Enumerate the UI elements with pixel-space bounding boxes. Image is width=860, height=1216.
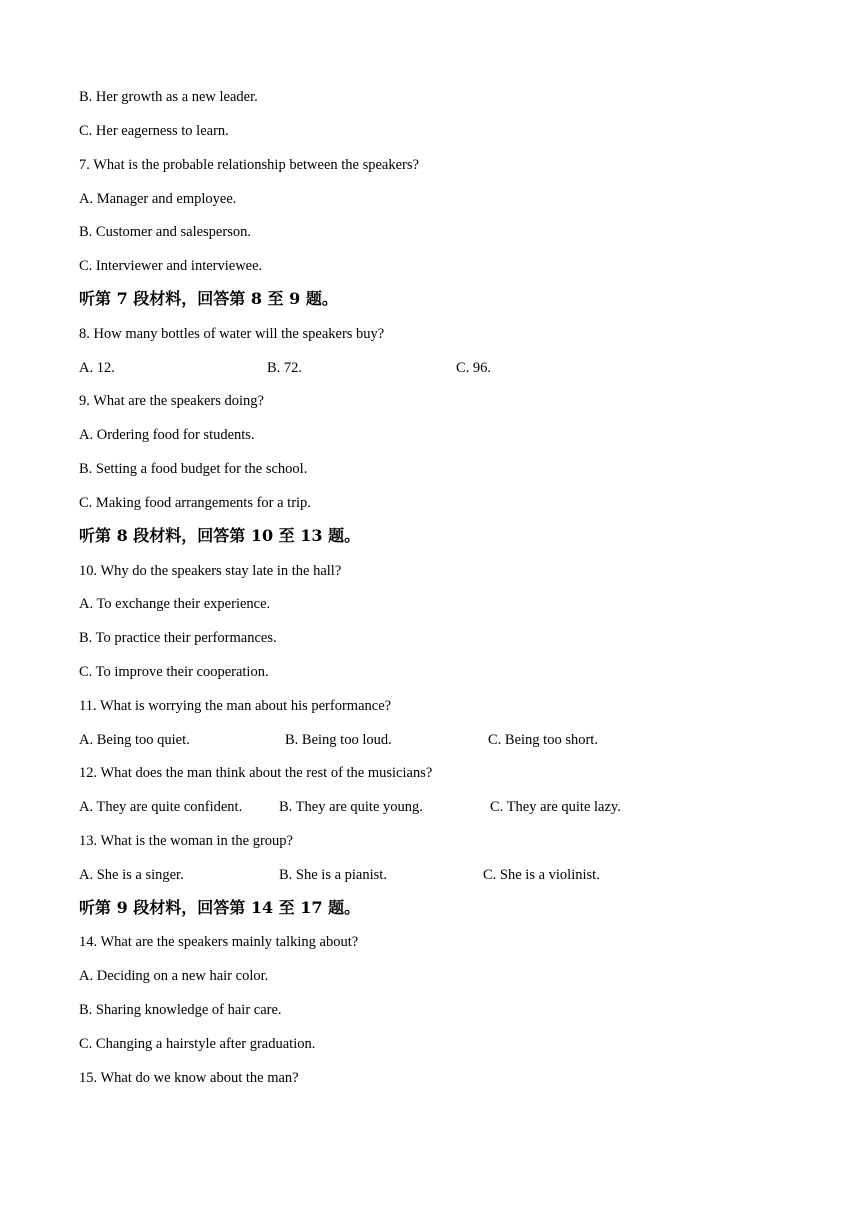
option-a: A. Being too quiet. — [79, 732, 190, 748]
section-heading: 听第 7 段材料，回答第 8 至 9 题。 — [79, 289, 338, 308]
question-12: 12. What does the man think about the rest of the musicians? — [79, 765, 433, 781]
question-13: 13. What is the woman in the group? — [79, 833, 293, 849]
question-11: 11. What is worrying the man about his performance? — [79, 698, 392, 714]
option-line: B. Sharing knowledge of hair care. — [79, 1002, 282, 1018]
option-line: B. Her growth as a new leader. — [79, 89, 258, 105]
section-heading: 听第 9 段材料，回答第 14 至 17 题。 — [79, 898, 361, 917]
option-line: C. To improve their cooperation. — [79, 664, 269, 680]
option-c: C. She is a violinist. — [483, 867, 600, 883]
question-8: 8. How many bottles of water will the speakers buy? — [79, 326, 385, 342]
question-15: 15. What do we know about the man? — [79, 1070, 299, 1086]
option-line: B. Customer and salesperson. — [79, 224, 251, 240]
option-a: A. They are quite confident. — [79, 799, 243, 815]
option-b: B. Being too loud. — [285, 732, 392, 748]
option-line: C. Her eagerness to learn. — [79, 123, 229, 139]
option-line: C. Making food arrangements for a trip. — [79, 495, 311, 511]
option-b: B. They are quite young. — [279, 799, 423, 815]
option-line: A. Ordering food for students. — [79, 427, 255, 443]
option-line: C. Changing a hairstyle after graduation. — [79, 1036, 316, 1052]
option-line: C. Interviewer and interviewee. — [79, 258, 263, 274]
option-a: A. 12. — [79, 360, 115, 376]
option-line: A. Deciding on a new hair color. — [79, 968, 269, 984]
option-line: A. To exchange their experience. — [79, 596, 271, 612]
question-10: 10. Why do the speakers stay late in the hall? — [79, 563, 342, 579]
option-c: C. 96. — [456, 360, 492, 376]
option-line: B. To practice their performances. — [79, 630, 277, 646]
option-a: A. She is a singer. — [79, 867, 184, 883]
question-7: 7. What is the probable relationship between the speakers? — [79, 157, 419, 173]
option-c: C. Being too short. — [488, 732, 598, 748]
option-line: B. Setting a food budget for the school. — [79, 461, 308, 477]
option-c: C. They are quite lazy. — [490, 799, 621, 815]
question-9: 9. What are the speakers doing? — [79, 393, 264, 409]
option-b: B. She is a pianist. — [279, 867, 387, 883]
option-line: A. Manager and employee. — [79, 191, 237, 207]
option-b: B. 72. — [267, 360, 303, 376]
section-heading: 听第 8 段材料，回答第 10 至 13 题。 — [79, 526, 361, 545]
question-14: 14. What are the speakers mainly talking about? — [79, 934, 359, 950]
